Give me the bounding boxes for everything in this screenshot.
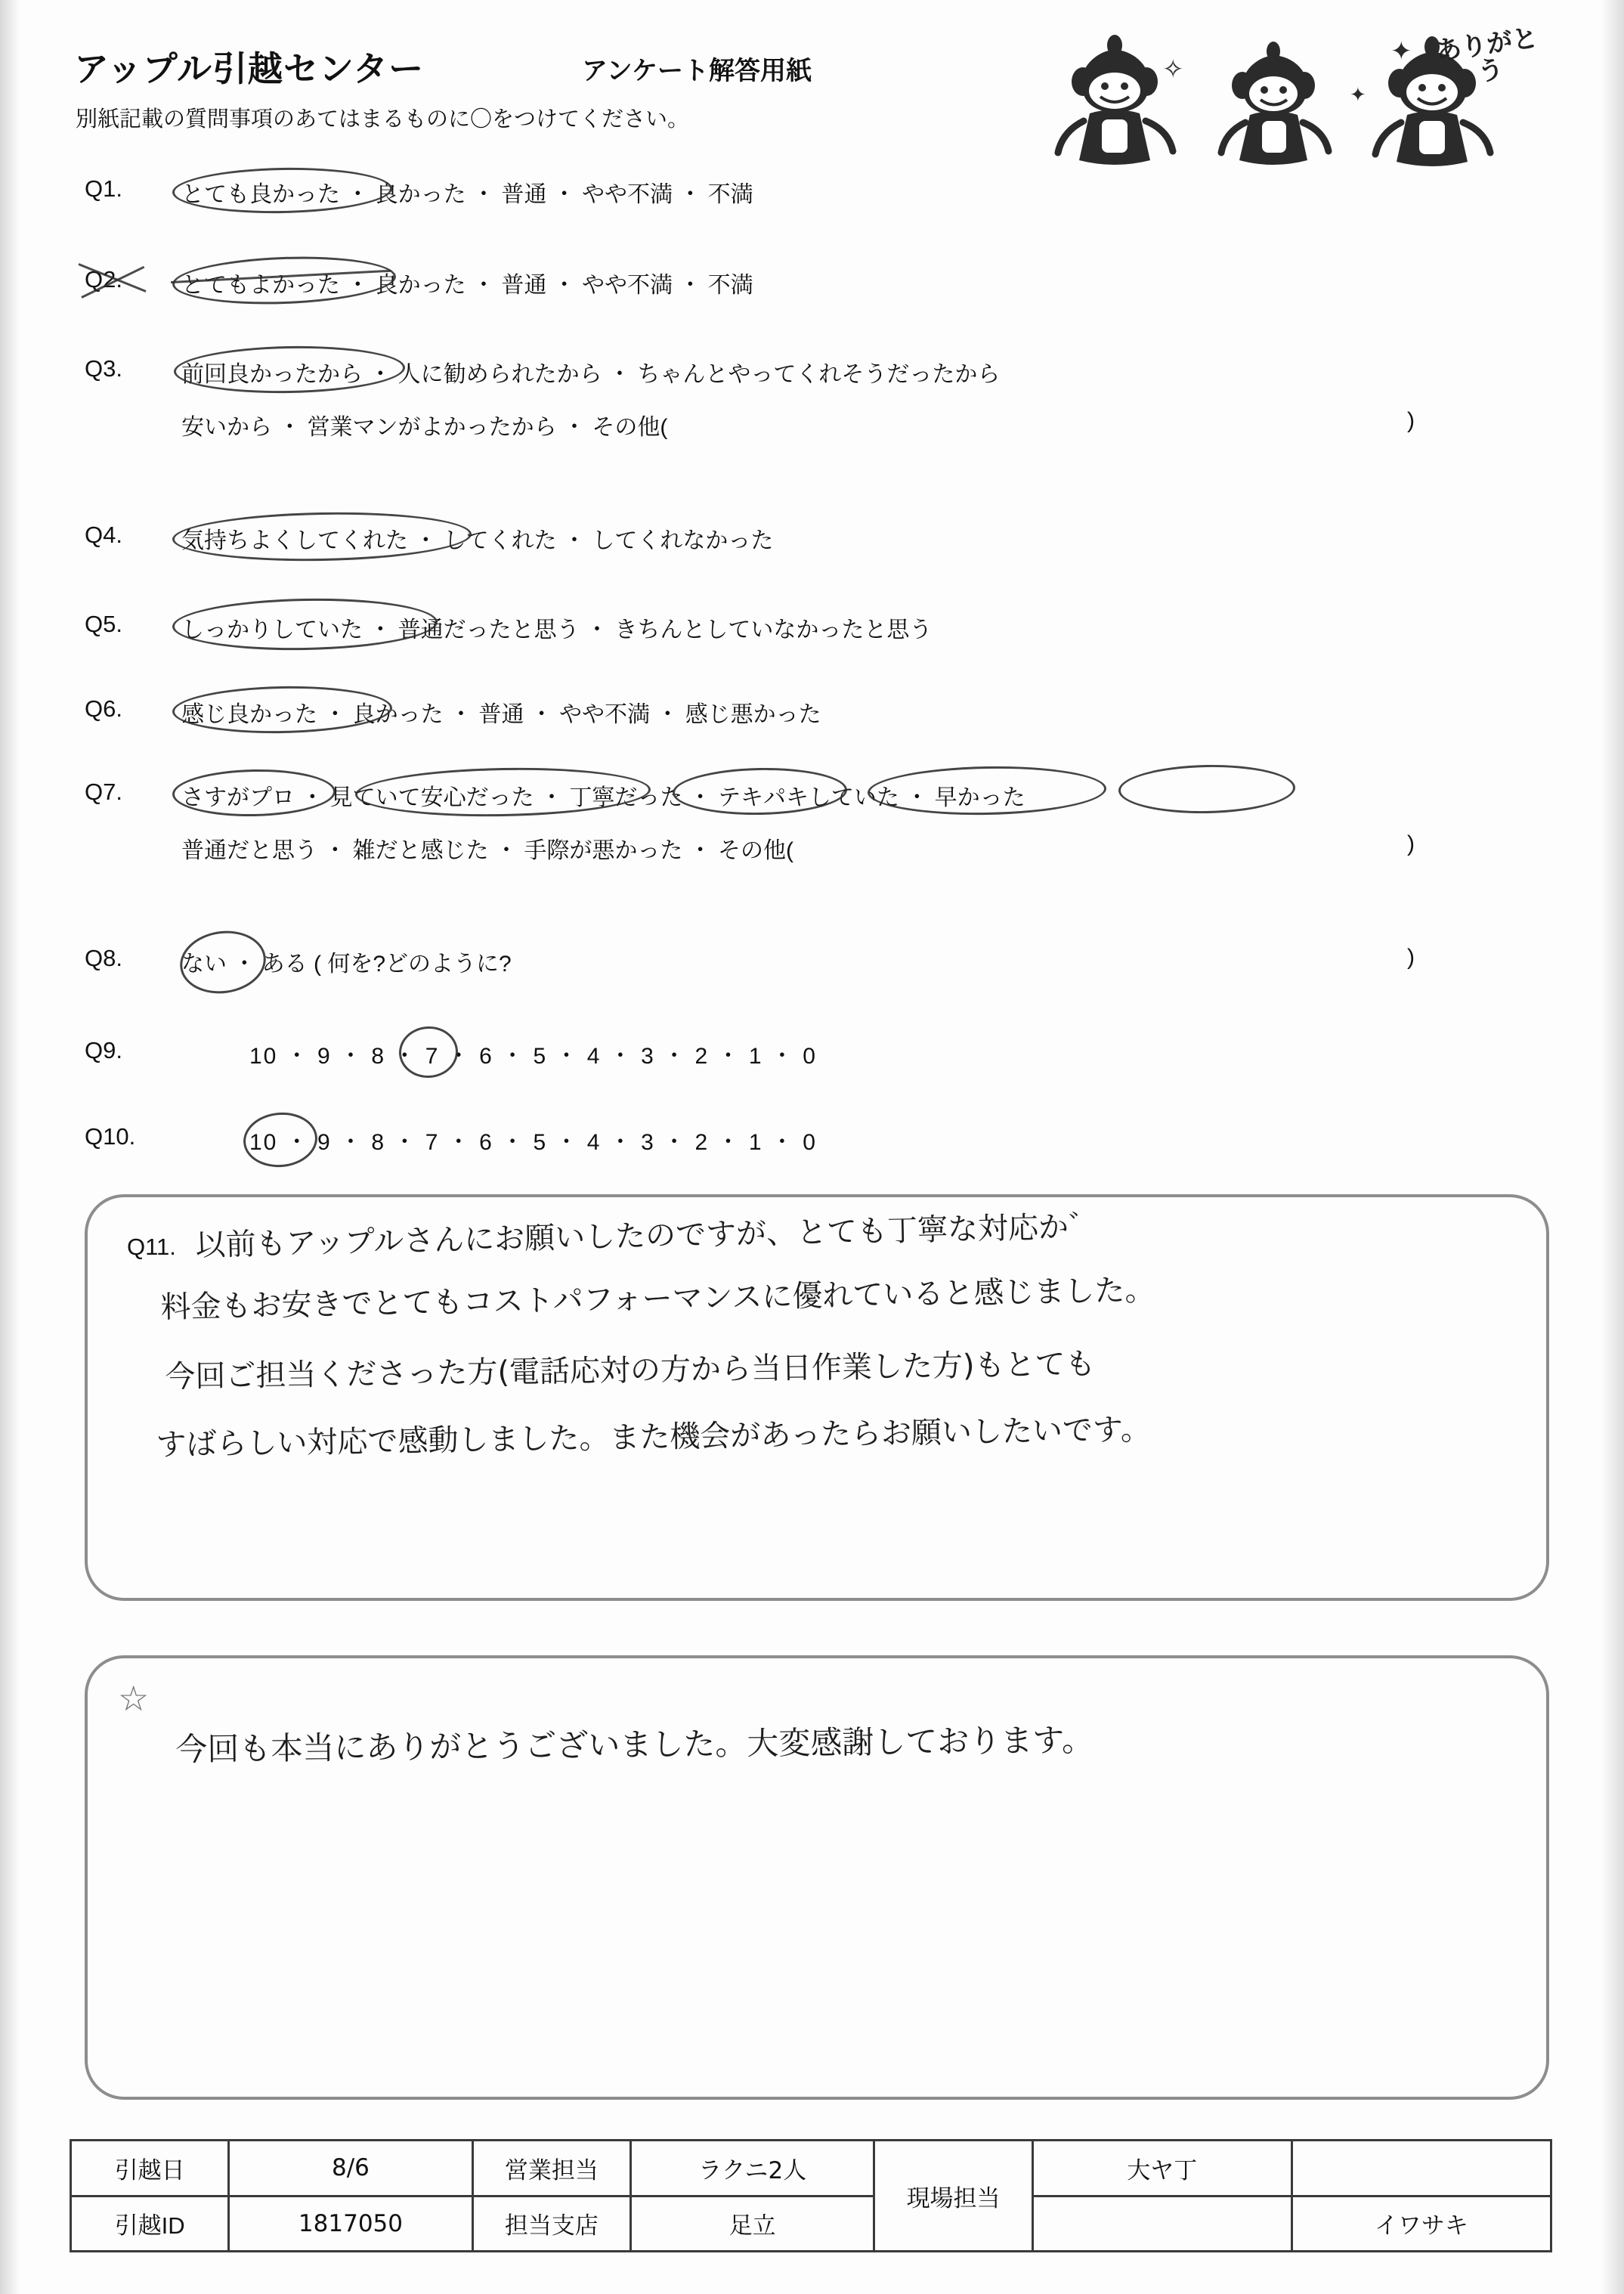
q11-handwriting-line-3: 今回ご担当くださった方(電話応対の方から当日作業した方)もとても <box>165 1346 1096 1395</box>
question-label-q9: Q9. <box>85 1037 122 1063</box>
question-options-q6: 感じ良かった ・ 良かった ・ 普通 ・ やや不満 ・ 感じ悪かった <box>181 702 821 727</box>
question-label-q7: Q7. <box>85 779 122 805</box>
footer-table <box>70 2139 1552 2252</box>
question-label-q6: Q6. <box>85 695 122 722</box>
cell-value-move-id: 1817050 <box>229 2196 473 2252</box>
page-title: アップル引越センター <box>74 49 425 88</box>
question-options-q7-line2: 普通だと思う ・ 雑だと感じた ・ 手際が悪かった ・ その他( <box>181 838 793 863</box>
cell-value-site-rep-2 <box>1032 2196 1291 2252</box>
cell-label-move-date: 引越日 <box>71 2141 229 2196</box>
cell-value-site-rep-signature: イワサキ <box>1291 2196 1551 2252</box>
q11-handwriting-line-4: すばらしい対応で感動しました。また機会があったらお願いしたいです。 <box>156 1412 1152 1463</box>
sparkle-icon: ✧ <box>1162 55 1184 84</box>
cell-value-site-rep-extra <box>1291 2141 1551 2196</box>
question-options-q5: しっかりしていた ・ 普通だったと思う ・ きちんとしていなかったと思う <box>181 618 933 642</box>
q11-handwriting-line-1: 以前もアップルさんにお願いしたのですが、とても丁寧な対応か゛ <box>195 1209 1100 1263</box>
page-subtitle: アンケート解答用紙 <box>582 57 812 85</box>
sparkle-icon: ✦ <box>1350 83 1366 106</box>
question-options-q2: とてもよかった ・ 良かった ・ 普通 ・ やや不満 ・ 不満 <box>181 273 753 298</box>
cell-value-sales-rep: ラクニ2人 <box>630 2141 874 2196</box>
cell-value-branch: 足立 <box>630 2196 874 2252</box>
cell-label-site-rep: 現場担当 <box>874 2141 1032 2252</box>
question-q3-paren-close: ) <box>1407 408 1415 433</box>
cell-label-branch: 担当支店 <box>472 2196 630 2252</box>
free-comment-handwriting-line-1: 今回も本当にありがとうございました。大変感謝しております。 <box>175 1721 1094 1768</box>
instruction-note: 別紙記載の質問事項のあてはまるものに〇をつけてください。 <box>76 107 690 132</box>
question-q7-paren-close: ) <box>1407 831 1415 856</box>
question-options-q1: とても良かった ・ 良かった ・ 普通 ・ やや不満 ・ 不満 <box>181 182 753 207</box>
cell-value-move-date: 8/6 <box>229 2141 473 2196</box>
question-options-q3-line2: 安いから ・ 営業マンがよかったから ・ その他( <box>181 415 668 440</box>
question-scale-q9: 10 ・ 9 ・ 8 ・ 7 ・ 6 ・ 5 ・ 4 ・ 3 ・ 2 ・ 1 ・ 0 <box>249 1044 817 1069</box>
cell-value-site-rep-1: 大ヤ丁 <box>1032 2141 1291 2196</box>
question-options-q7-line1: さすがプロ ・ 見ていて安心だった ・ 丁寧だった ・ テキパキしていた ・ 早かった <box>181 785 1025 810</box>
mascot-thanks-text: ありがとう <box>1434 23 1540 87</box>
q11-handwriting-line-2: 料金もお安きでとてもコストパフォーマンスに優れていると感じました。 <box>160 1273 1155 1325</box>
table-row <box>71 2196 1551 2252</box>
question-label-q11: Q11. <box>127 1234 176 1260</box>
question-q8-paren-close: ) <box>1407 945 1415 970</box>
question-options-q4: 気持ちよくしてくれた ・ してくれた ・ してくれなかった <box>181 528 774 553</box>
question-scale-q10: 10 ・ 9 ・ 8 ・ 7 ・ 6 ・ 5 ・ 4 ・ 3 ・ 2 ・ 1 ・ 0 <box>249 1130 817 1155</box>
cell-label-sales-rep: 営業担当 <box>472 2141 630 2196</box>
question-options-q8: ない ・ ある ( 何を?どのように? <box>181 952 512 977</box>
question-label-q5: Q5. <box>85 611 122 637</box>
question-label-q2: Q2. <box>85 266 122 293</box>
star-icon: ☆ <box>118 1679 150 1718</box>
question-label-q8: Q8. <box>85 945 122 971</box>
question-label-q4: Q4. <box>85 522 122 548</box>
question-label-q10: Q10. <box>85 1123 136 1150</box>
question-label-q1: Q1. <box>85 175 122 202</box>
question-label-q3: Q3. <box>85 355 122 382</box>
question-options-q3-line1: 前回良かったから ・ 人に勧められたから ・ ちゃんとやってくれそうだったから <box>181 362 1001 387</box>
cell-label-move-id: 引越ID <box>71 2196 229 2252</box>
pen-circle-q7-option5 <box>1118 763 1295 815</box>
sparkle-icon: ✦ <box>1390 37 1412 66</box>
table-row <box>71 2141 1551 2196</box>
